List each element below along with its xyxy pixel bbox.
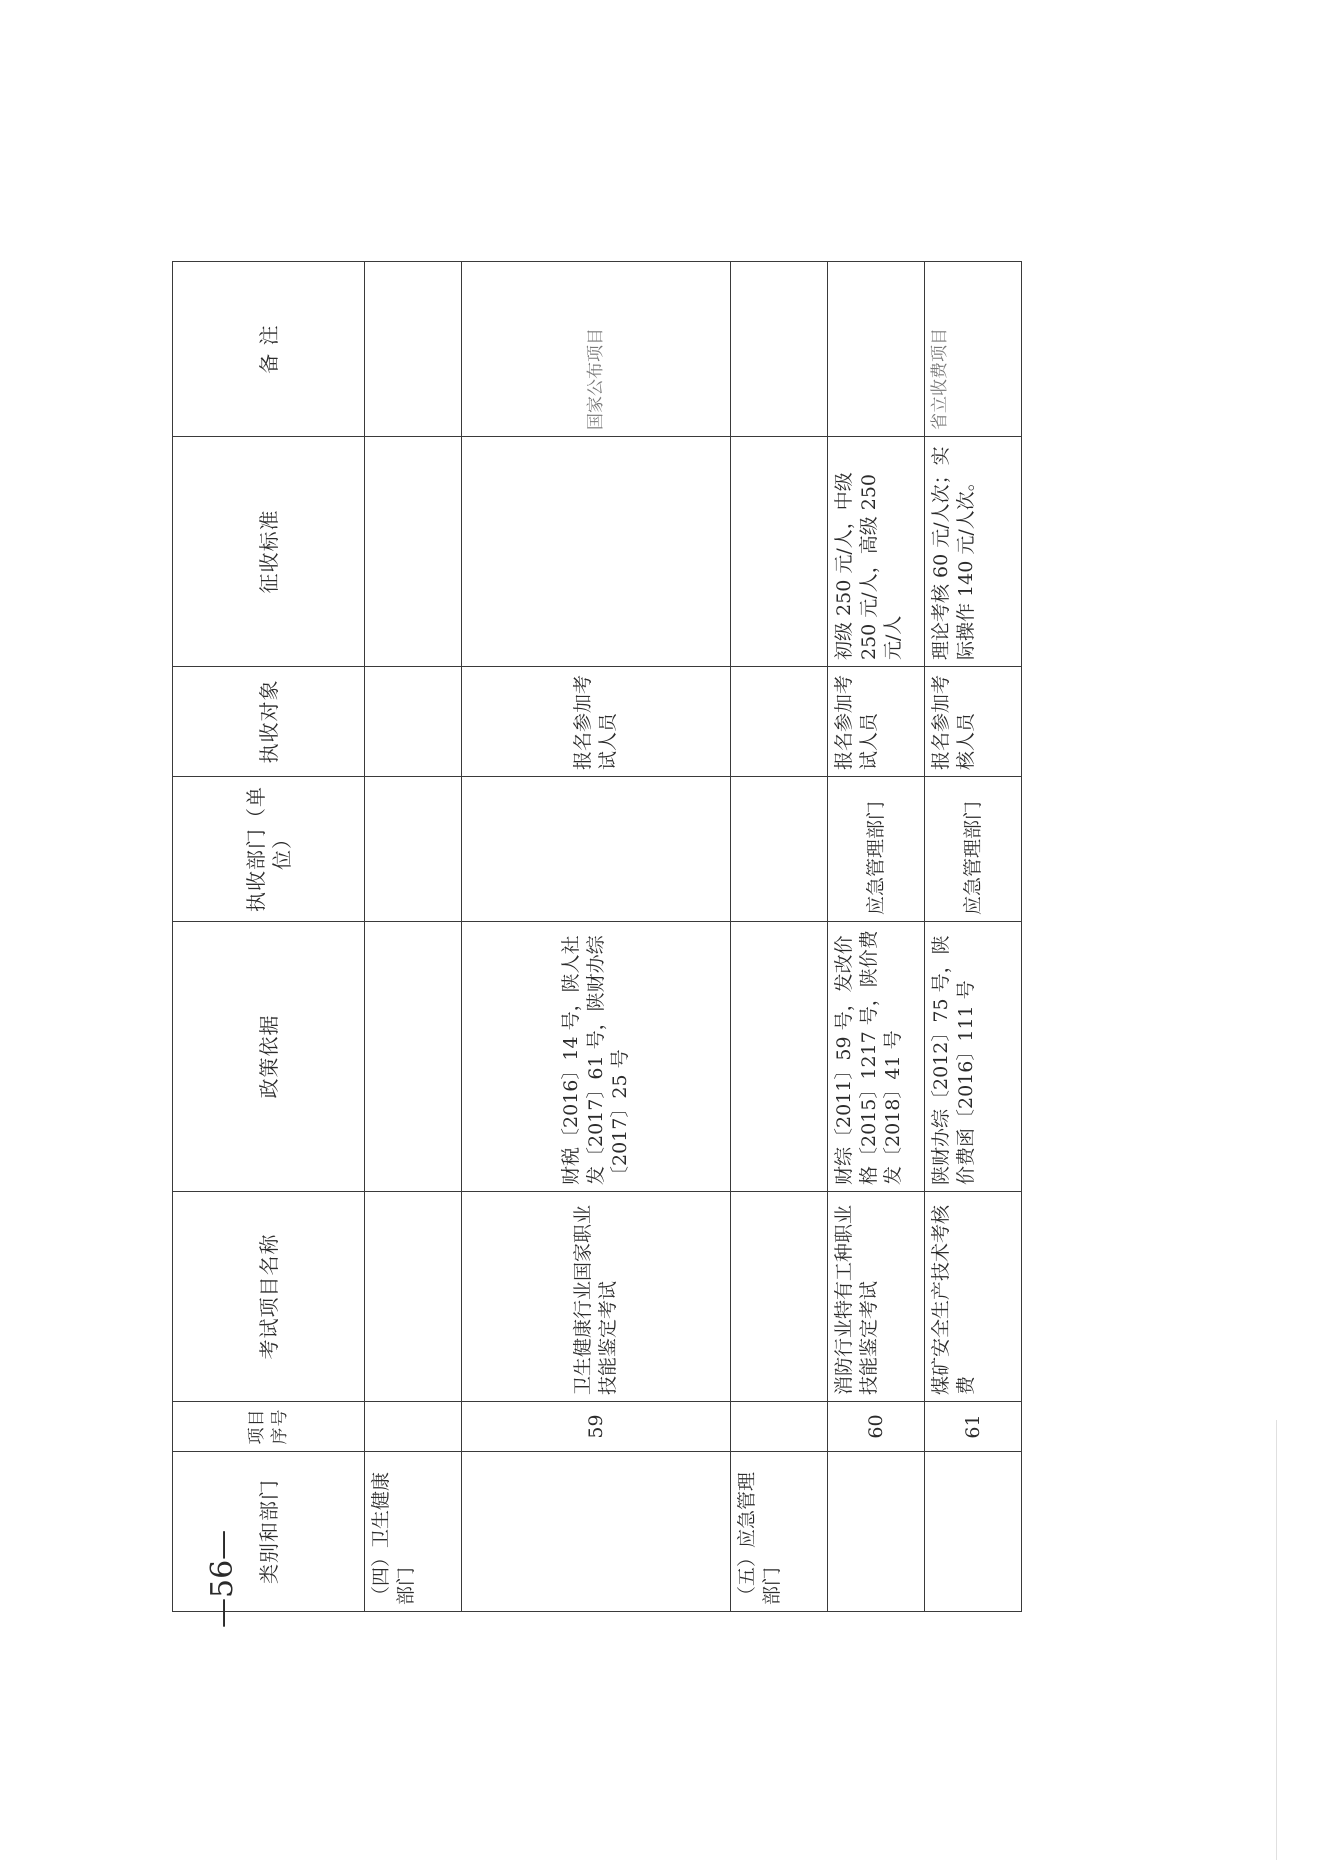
cell-standard: 理论考核 60 元/人次；实际操作 140 元/人次。 (925, 437, 1022, 667)
cell-exam-name (731, 1192, 828, 1402)
cell-dept (365, 777, 462, 922)
cell-standard (731, 437, 828, 667)
cell-target: 报名参加考核人员 (925, 667, 1022, 777)
header-target: 执收对象 (173, 667, 365, 777)
cell-remark (828, 262, 925, 437)
header-remark: 备 注 (173, 262, 365, 437)
header-exam-name: 考试项目名称 (173, 1192, 365, 1402)
table-row (365, 262, 462, 1612)
header-dept: 执收部门（单位） (173, 777, 365, 922)
cell-standard (365, 437, 462, 667)
cell-category (828, 1452, 925, 1612)
cell-dept: 应急管理部门 (925, 777, 1022, 922)
table-header-row (173, 262, 365, 1612)
cell-dept (462, 777, 731, 922)
cell-target: 报名参加考试人员 (828, 667, 925, 777)
cell-remark (731, 262, 828, 437)
cell-seq: 60 (828, 1402, 925, 1452)
cell-exam-name: 煤矿安全生产技术考核费 (925, 1192, 1022, 1402)
table-row (925, 262, 1022, 1612)
cell-target (731, 667, 828, 777)
cell-policy (731, 922, 828, 1192)
cell-target (365, 667, 462, 777)
fee-schedule-table (172, 261, 1022, 1612)
cell-dept: 应急管理部门 (828, 777, 925, 922)
header-policy: 政策依据 (173, 922, 365, 1192)
cell-remark: 国家公布项目 (462, 262, 731, 437)
table-row (462, 262, 731, 1612)
cell-policy: 财综〔2011〕59 号，发改价格〔2015〕1217 号，陕价费发〔2018〕41 号 (828, 922, 925, 1192)
cell-category: （四）卫生健康部门 (365, 1452, 462, 1612)
cell-target: 报名参加考试人员 (462, 667, 731, 777)
cell-standard: 初级 250 元/人，中级 250 元/人，高级 250 元/人 (828, 437, 925, 667)
cell-remark (365, 262, 462, 437)
cell-remark: 省立收费项目 (925, 262, 1022, 437)
cell-seq (365, 1402, 462, 1452)
cell-category: （五）应急管理部门 (731, 1452, 828, 1612)
cell-seq: 61 (925, 1402, 1022, 1452)
page-number: —56— (205, 1529, 240, 1628)
cell-seq (731, 1402, 828, 1452)
cell-standard (462, 437, 731, 667)
cell-policy (365, 922, 462, 1192)
cell-exam-name (365, 1192, 462, 1402)
cell-category (925, 1452, 1022, 1612)
scan-artifact-line (1276, 1420, 1277, 1860)
cell-policy: 陕财办综〔2012〕75 号，陕价费函〔2016〕111 号 (925, 922, 1022, 1192)
cell-dept (731, 777, 828, 922)
header-category: 类别和部门 (173, 1452, 365, 1612)
cell-policy: 财税〔2016〕14 号，陕人社发〔2017〕61 号，陕财办综〔2017〕25 号 (462, 922, 731, 1192)
cell-category (462, 1452, 731, 1612)
table-row (828, 262, 925, 1612)
cell-exam-name: 卫生健康行业国家职业技能鉴定考试 (462, 1192, 731, 1402)
rotated-table-container (172, 262, 1022, 1612)
header-standard: 征收标准 (173, 437, 365, 667)
header-seq: 项目序号 (173, 1402, 365, 1452)
table-row (731, 262, 828, 1612)
cell-exam-name: 消防行业特有工种职业技能鉴定考试 (828, 1192, 925, 1402)
cell-seq: 59 (462, 1402, 731, 1452)
